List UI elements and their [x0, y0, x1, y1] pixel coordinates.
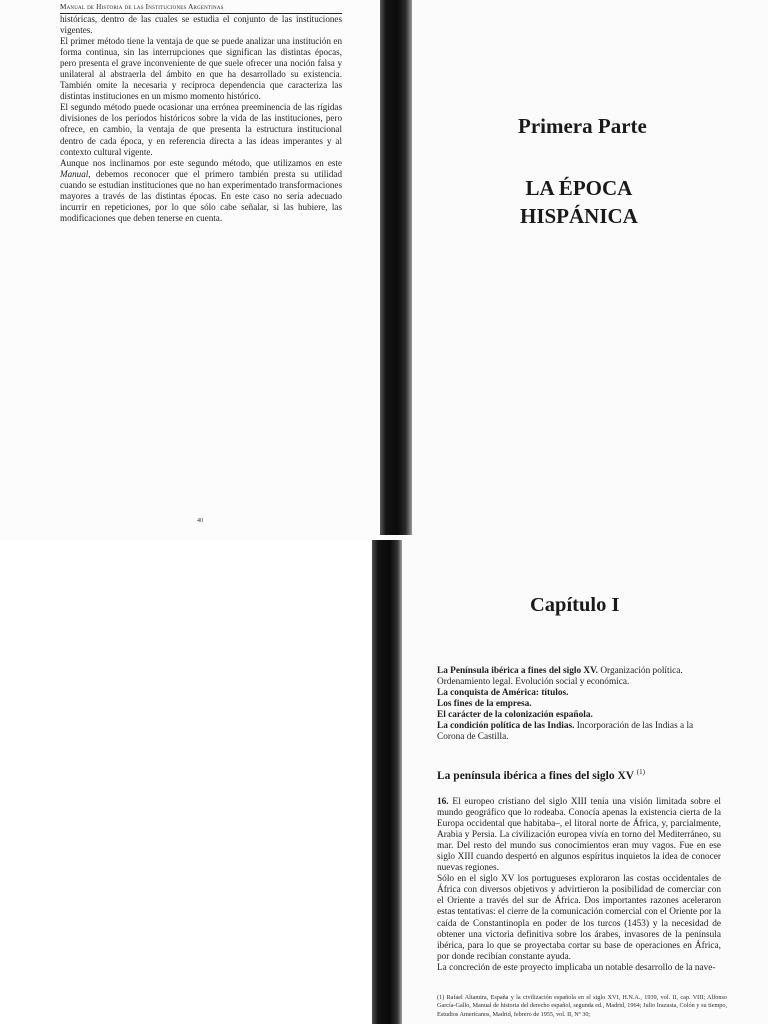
paragraph: históricas, dentro de las cuales se estudia el conjunto de las instituciones vigentes.	[60, 14, 342, 36]
part-page	[382, 0, 768, 540]
page-number: 40	[197, 518, 203, 524]
summary-bold: La conquista de América: títulos.	[437, 688, 569, 699]
paragraph: El primer método tiene la ventaja de que se puede analizar una institución en forma continua, sin las interrupciones que significan las distintas épocas, pero presenta el grave inconveniente de que suele ofrecer una noción falsa y unilateral al abstraerla del ámbito en que ha desarrollado su existencia. También omite la necesaria y recíproca dependencia que caracteriza las distintas instituciones en un mismo momento histórico.	[60, 36, 342, 102]
paragraph-number: 16.	[437, 797, 449, 807]
left-page	[0, 0, 382, 540]
paragraph-text: El europeo cristiano del siglo XIII tenía una visión limitada sobre el mundo geográfico que lo rodeaba. Conocía apenas la existencia cierta de la Europa occidental que habitaba–, el litoral norte de África, y, parcialmente, Arabia y Persia. La civilización europea vivía en torno del Mediterráneo, su mar. Del resto del mundo sus conocimientos eran muy vagos. Fue en ese siglo XIII cuando despertó en algunos espíritus inquietos la idea de conocer nuevas regiones.	[437, 797, 721, 874]
running-head: Manual de Historia de las Instituciones Argentinas	[60, 3, 342, 14]
summary-bold: La Península ibérica a fines del siglo XV.	[437, 666, 598, 676]
chapter-label: Capítulo I	[530, 594, 620, 616]
paragraph	[60, 158, 342, 224]
left-page-text	[60, 14, 342, 224]
footnotes	[437, 994, 727, 1019]
summary-rest: Organización política. Ordenamiento legal. Evolución social y económica.	[437, 666, 683, 688]
book-spine-shadow	[372, 540, 402, 1024]
footnote: (1) Rafael Altamira, España y la civilización española en el siglo XVI, H.N.A., 1939, vol. II, cap. VIII; Alfonso García-Gallo, Manual de historia del derecho español, segunda ed., Madrid, 1964; Julio Irazusta, Colón y su tiempo, Estudios Americanos, Madrid, febrero de 1955, vol. II, Nº 30;	[437, 994, 727, 1018]
italic-title: Manual	[60, 168, 89, 179]
part-title: LA ÉPOCA HISPÁNICA	[520, 176, 638, 228]
chapter-summary	[437, 666, 721, 743]
summary-bold: El carácter de la colonización española.	[437, 710, 593, 721]
summary-item	[437, 699, 721, 710]
summary-item	[437, 666, 721, 688]
paragraph-text: Aunque nos inclinamos por este segundo método, que utilizamos en este	[60, 157, 342, 168]
paragraph: Sólo en el siglo XV los portugueses exploraron las costas occidentales de África con diversos objetivos y advirtieron la posibilidad de comerciar con el Oriente a través del sur de África. Dos importantes razones aceleraron estas tentativas: el cierre de la comunicación comercial con el Oriente por la caída de Constantinopla en poder de los turcos (1453) y la necesidad de obtener una victoria definitiva sobre los árabes, invasores de la península ibérica, para lo que se proyectaba cortar su base de operaciones en África, por donde recibían constante ayuda.	[437, 874, 721, 962]
book-spine-shadow	[380, 0, 412, 535]
summary-item	[437, 688, 721, 699]
section-heading-text: La península ibérica a fines del siglo XV	[437, 769, 634, 782]
blank-page	[0, 540, 372, 1024]
part-label: Primera Parte	[518, 114, 647, 138]
summary-bold: Los fines de la empresa.	[437, 699, 532, 710]
paragraph	[437, 797, 721, 874]
summary-item	[437, 721, 721, 743]
paragraph-text: , debemos reconocer que el primero también presta su utilidad cuando se estudian instituciones que no han experimentado transformaciones mayores a través de las distintas épocas. En este caso no sería adecuado incurrir en repeticiones, por lo que sólo cabe señalar, si las hubiere, las modificaciones que deben tenerse en cuenta.	[60, 168, 342, 223]
section-heading	[437, 768, 727, 782]
summary-rest: Incorporación de las Indias a la Corona de Castilla.	[437, 721, 694, 743]
footnote-mark: (1)	[636, 768, 645, 776]
paragraph: El segundo método puede ocasionar una errónea preeminencia de las rígidas divisiones de los períodos históricos sobre la vida de las instituciones, pero ofrece, en cambio, la ventaja de que presenta la estructura institucional dentro de cada época, y en referencia directa a las ideas imperantes y al contexto cultural vigente.	[60, 102, 342, 157]
chapter-body-text	[437, 797, 721, 974]
summary-item	[437, 710, 721, 721]
summary-bold: La condición política de las Indias.	[437, 721, 575, 732]
paragraph: La concreción de este proyecto implicaba un notable desarrollo de la nave-	[437, 962, 716, 973]
